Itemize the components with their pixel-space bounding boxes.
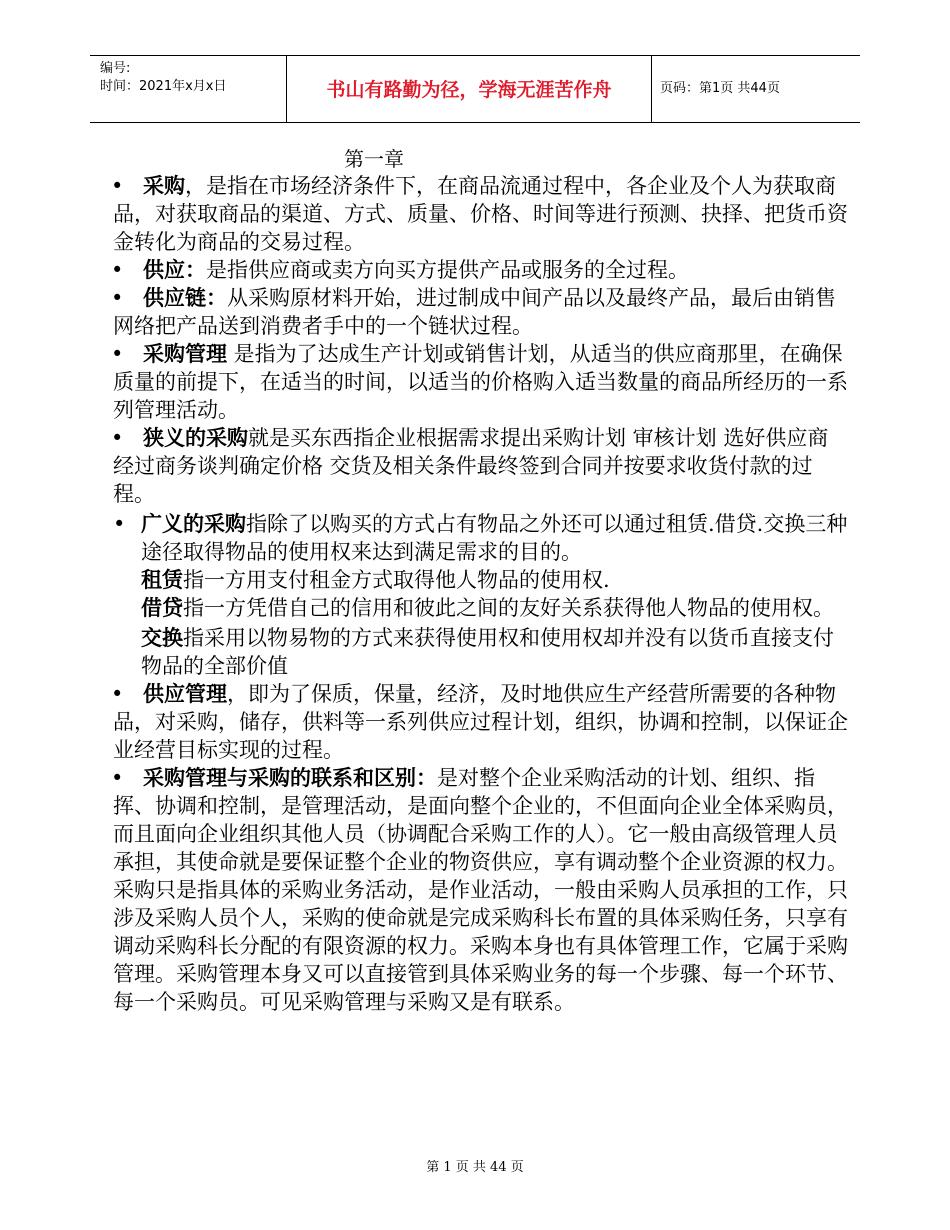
sub-exchange bbox=[113, 624, 853, 680]
term: 采购 bbox=[143, 173, 185, 198]
term: 交换 bbox=[141, 625, 183, 650]
para-text: 就是买东西指企业根据需求提出采购计划 审核计划 选好供应商 经过商务谈判确定价格 交货及相关条件最终签到合同并按要求收货付款的过程。 bbox=[113, 426, 829, 506]
para-supply-management bbox=[113, 680, 853, 764]
header-motto-cell bbox=[287, 56, 652, 122]
term: 采购管理与采购的联系和区别： bbox=[143, 765, 437, 790]
para-purchase bbox=[113, 172, 853, 256]
para-text: 是指供应商或卖方向买方提供产品或服务的全过程。 bbox=[206, 258, 689, 282]
bullet-icon: • bbox=[111, 766, 124, 790]
para-text: 是指为了达成生产计划或销售计划，从适当的供应商那里，在确保质量的前提下，在适当的时间，以适当的价格购入适当数量的商品所经历的一系列管理活动。 bbox=[113, 342, 848, 422]
number-label: 编号: bbox=[100, 61, 131, 76]
para-text: 从采购原材料开始，进过制成中间产品以及最终产品，最后由销售网络把产品送到消费者手中的一个链状过程。 bbox=[113, 286, 836, 338]
bullet-icon: • bbox=[111, 286, 124, 310]
para-text: 是对整个企业采购活动的计划、组织、指挥、协调和控制，是管理活动，是面向整个企业的，不但面向企业全体采购员，而且面向企业组织其他人员（协调配合采购工作的人）。它一般由高级管理人员承担，其使命就是要保证整个企业的物资供应，享有调动整个企业资源的权力。采购只是指具体的采购业务活动，是作业活动，一般由采购人员承担的工作，只涉及采购人员个人，采购的使命就是完成采购科长布置的具体采购任务，只享有调动采购科长分配的有限资源的权力。采购本身也有具体管理工作，它属于采购管理。采购管理本身又可以直接管到具体采购业务的每一个步骤、每一个环节、每一个采购员。可见采购管理与采购又是有联系。 bbox=[113, 766, 848, 1014]
page-label: 页码：第1页 共44页 bbox=[660, 81, 780, 96]
para-broad-purchase bbox=[113, 510, 853, 566]
para-supply bbox=[113, 256, 853, 284]
term: 供应链： bbox=[143, 285, 227, 310]
term: 采购管理 bbox=[143, 341, 227, 366]
term: 狭义的采购 bbox=[143, 425, 248, 450]
chapter-title: 第一章 bbox=[344, 147, 404, 171]
page-footer: 第 1 页 共 44 页 bbox=[426, 1160, 524, 1175]
para-text: ，是指在市场经济条件下，在商品流通过程中，各企业及个人为获取商品，对获取商品的渠道、方式、质量、价格、时间等进行预测、抉择、把货币资金转化为商品的交易过程。 bbox=[113, 174, 848, 254]
para-text: 指采用以物易物的方式来获得使用权和使用权却并没有以货币直接支付物品的全部价值 bbox=[141, 626, 834, 678]
time-label: 时间：2021年x月x日 bbox=[100, 79, 227, 94]
document-body bbox=[113, 172, 853, 1016]
para-text: ，即为了保质，保量，经济，及时地供应生产经营所需要的各种物品，对采购，储存，供料等一系列供应过程计划，组织，协调和控制，以保证企业经营目标实现的过程。 bbox=[113, 682, 848, 762]
header-page-cell bbox=[652, 56, 860, 122]
term: 租赁 bbox=[141, 567, 183, 592]
term: 借贷 bbox=[141, 595, 183, 620]
sub-lease bbox=[113, 566, 853, 594]
para-narrow-purchase bbox=[113, 424, 853, 508]
para-text: 指一方凭借自己的信用和彼此之间的友好关系获得他人物品的使用权。 bbox=[183, 596, 834, 620]
bullet-icon: • bbox=[113, 512, 126, 536]
para-purchase-management bbox=[113, 340, 853, 424]
bullet-icon: • bbox=[111, 258, 124, 282]
para-supply-chain bbox=[113, 284, 853, 340]
para-text: 指除了以购买的方式占有物品之外还可以通过租赁.借贷.交换三种途径取得物品的使用权来达到满足需求的目的。 bbox=[141, 512, 848, 564]
bullet-icon: • bbox=[111, 682, 124, 706]
bullet-icon: • bbox=[111, 342, 124, 366]
page-header bbox=[90, 55, 860, 123]
header-meta-cell bbox=[90, 56, 287, 122]
motto: 书山有路勤为径，学海无涯苦作舟 bbox=[326, 79, 612, 101]
term: 供应： bbox=[143, 257, 206, 282]
term: 供应管理 bbox=[143, 681, 227, 706]
term: 广义的采购 bbox=[141, 511, 246, 536]
para-text: 指一方用支付租金方式取得他人物品的使用权. bbox=[183, 568, 610, 592]
para-relation bbox=[113, 764, 853, 1016]
bullet-icon: • bbox=[111, 174, 124, 198]
bullet-icon: • bbox=[111, 426, 124, 450]
sub-loan bbox=[113, 594, 853, 622]
